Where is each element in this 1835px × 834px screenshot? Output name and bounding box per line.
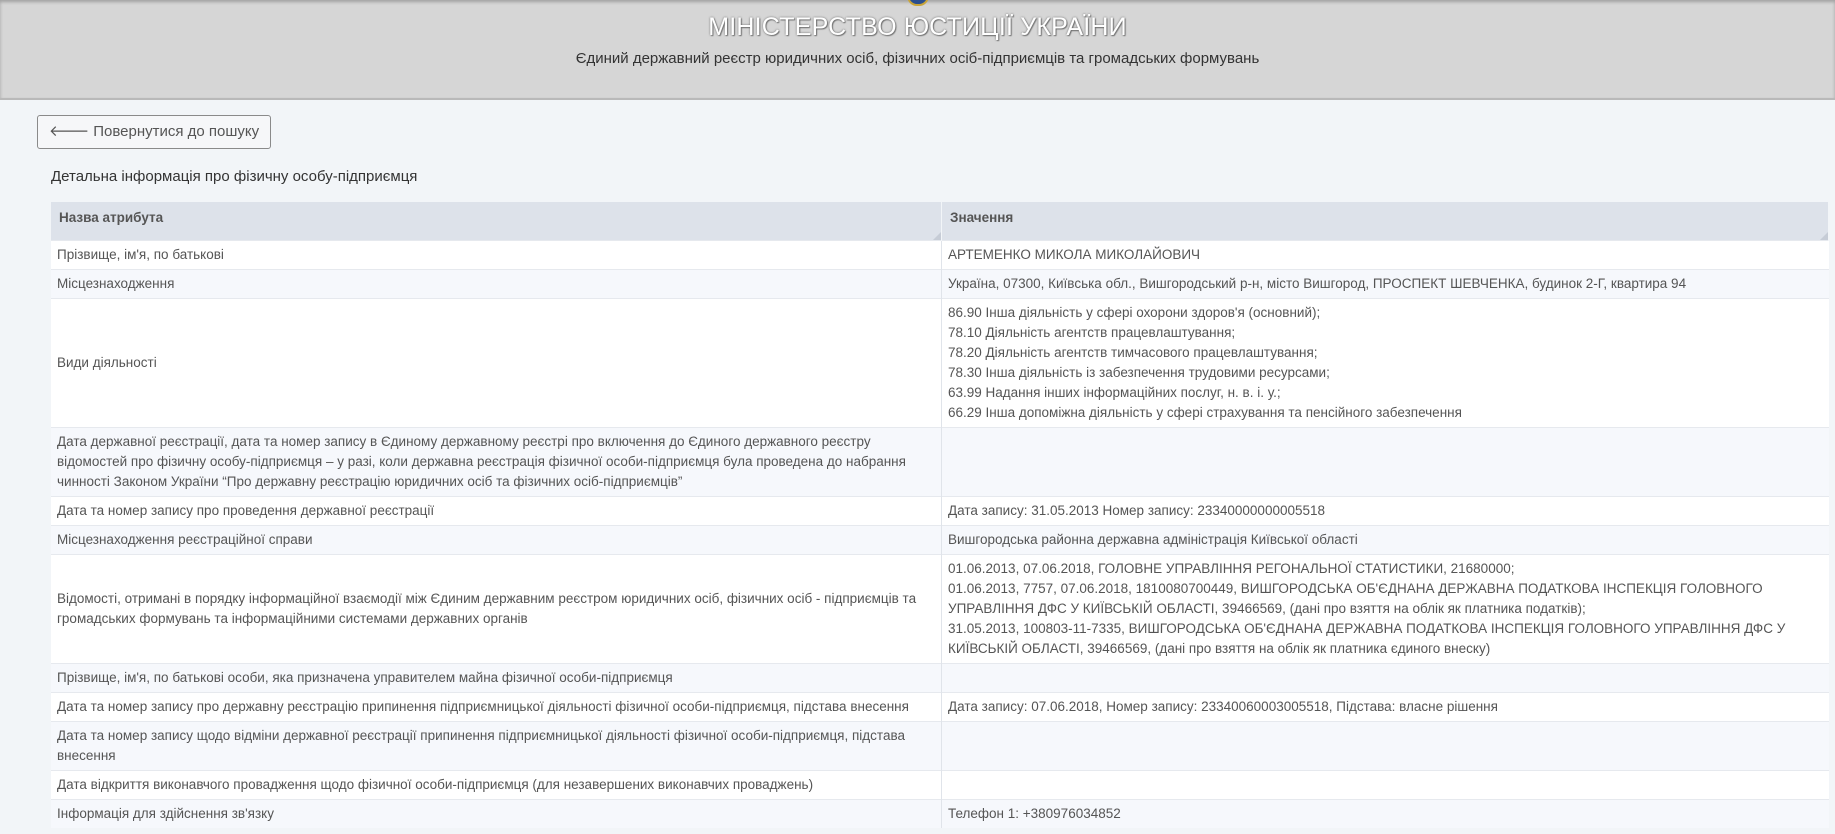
attribute-value-cell <box>942 799 1829 828</box>
arrow-left-icon: 🡐 <box>49 123 90 140</box>
attribute-name-cell: Дата та номер запису про державну реєстрацію припинення підприємницької діяльності фізичної особи-підприємця, підстава внесення <box>51 692 942 721</box>
coat-of-arms-icon <box>907 0 929 6</box>
table-row <box>51 427 1829 496</box>
attribute-value-cell <box>942 554 1829 663</box>
attribute-value-cell <box>942 427 1829 496</box>
value-line: 01.06.2013, 07.06.2018, ГОЛОВНЕ УПРАВЛІННЯ РЕГОНАЛЬНОЇ СТАТИСТИКИ, 21680000; <box>948 560 1515 576</box>
attribute-name-cell: Прізвище, ім'я, по батькові особи, яка призначена управителем майна фізичної особи-підприємця <box>51 663 942 692</box>
attribute-name-cell: Види діяльності <box>51 298 942 427</box>
table-row <box>51 770 1829 799</box>
table-row <box>51 496 1829 525</box>
attribute-name-cell: Дата відкриття виконавчого провадження щодо фізичної особи-підприємця (для незавершених виконавчих проваджень) <box>51 770 942 799</box>
table-row <box>51 663 1829 692</box>
attribute-value-cell <box>942 663 1829 692</box>
column-header-value[interactable]: Значення <box>942 202 1829 240</box>
attribute-value-cell <box>942 269 1829 298</box>
attribute-value-cell <box>942 496 1829 525</box>
attribute-value-cell <box>942 240 1829 269</box>
table-row <box>51 554 1829 663</box>
value-line: 86.90 Інша діяльність у сфері охорони здоров'я (основний); <box>948 304 1321 320</box>
value-line: 63.99 Надання інших інформаційних послуг, н. в. і. у.; <box>948 384 1281 400</box>
attribute-name-cell: Дата та номер запису про проведення державної реєстрації <box>51 496 942 525</box>
attribute-value-cell <box>942 298 1829 427</box>
value-line: 78.10 Діяльність агентств працевлаштування; <box>948 324 1236 340</box>
table-row <box>51 799 1829 828</box>
attribute-name-cell: Прізвище, ім'я, по батькові <box>51 240 942 269</box>
attribute-name-cell: Інформація для здійснення зв'язку <box>51 799 942 828</box>
value-line: 31.05.2013, 100803-11-7335, ВИШГОРОДСЬКА ОБ'ЄДНАНА ДЕРЖАВНА ПОДАТКОВА ІНСПЕКЦІЯ ГОЛОВНОГО УПРАВЛІННЯ ДФС У КИЇВСЬКІЙ ОБЛАСТІ, 39466569, (дані про взяття на облік як платника єдиного внеску) <box>948 620 1786 656</box>
attribute-value-cell <box>942 770 1829 799</box>
attribute-value-cell <box>942 525 1829 554</box>
column-header-attribute[interactable]: Назва атрибута <box>51 202 942 240</box>
registry-subtitle: Єдиний державний реєстр юридичних осіб, фізичних осіб-підприємців та громадських формувань <box>575 50 1260 67</box>
table-row <box>51 721 1829 770</box>
attribute-name-cell: Відомості, отримані в порядку інформаційної взаємодії між Єдиним державним реєстром юридичних осіб, фізичних осіб - підприємців та громадських формувань та інформаційними системами державних органів <box>51 554 942 663</box>
table-row <box>51 269 1829 298</box>
value-line: 78.30 Інша діяльність із забезпечення трудовими ресурсами; <box>948 364 1330 380</box>
value-line: АРТЕМЕНКО МИКОЛА МИКОЛАЙОВИЧ <box>948 246 1201 262</box>
page-header <box>0 0 1835 100</box>
attribute-name-cell: Місцезнаходження реєстраційної справи <box>51 525 942 554</box>
ministry-title: МІНІСТЕРСТВО ЮСТИЦІЇ УКРАЇНИ <box>708 13 1127 41</box>
section-title: Детальна інформація про фізичну особу-підприємця <box>51 168 418 185</box>
table-header-row <box>51 202 1829 240</box>
value-line: 66.29 Інша допоміжна діяльність у сфері страхування та пенсійного забезпечення <box>948 404 1462 420</box>
table-row <box>51 240 1829 269</box>
attribute-value-cell <box>942 692 1829 721</box>
value-line: 78.20 Діяльність агентств тимчасового працевлаштування; <box>948 344 1318 360</box>
value-line: 01.06.2013, 7757, 07.06.2018, 1810080700449, ВИШГОРОДСЬКА ОБ'ЄДНАНА ДЕРЖАВНА ПОДАТКОВА ІНСПЕКЦІЯ ГОЛОВНОГО УПРАВЛІННЯ ДФС У КИЇВСЬКІЙ ОБЛАСТІ, 39466569, (дані про взяття на облік як платника податків); <box>948 580 1763 616</box>
attribute-name-cell: Дата та номер запису щодо відміни державної реєстрації припинення підприємницької діяльності фізичної особи-підприємця, підстава внесення <box>51 721 942 770</box>
value-line: Україна, 07300, Київська обл., Вишгородський р-н, місто Вишгород, ПРОСПЕКТ ШЕВЧЕНКА, будинок 2-Г, квартира 94 <box>948 275 1687 291</box>
attribute-name-cell: Місцезнаходження <box>51 269 942 298</box>
table-row <box>51 525 1829 554</box>
value-line: Дата запису: 07.06.2018, Номер запису: 23340060003005518, Підстава: власне рішення <box>948 698 1498 714</box>
back-to-search-label: Повернутися до пошуку <box>93 123 260 140</box>
value-line: Телефон 1: +380976034852 <box>948 805 1121 821</box>
table-row <box>51 692 1829 721</box>
details-table <box>51 202 1829 828</box>
table-row <box>51 298 1829 427</box>
value-line: Вишгородська районна державна адміністрація Київської області <box>948 531 1358 547</box>
attribute-name-cell: Дата державної реєстрації, дата та номер запису в Єдиному державному реєстрі про включення до Єдиного державного реєстру відомостей про фізичну особу-підприємця – у разі, коли державна реєстрація фізичної особи-підприємця була проведена до набрання чинності Законом України “Про державну реєстрацію юридичних осіб та фізичних осіб-підприємців” <box>51 427 942 496</box>
attribute-value-cell <box>942 721 1829 770</box>
back-to-search-button[interactable] <box>37 115 271 149</box>
value-line: Дата запису: 31.05.2013 Номер запису: 23340000000005518 <box>948 502 1326 518</box>
